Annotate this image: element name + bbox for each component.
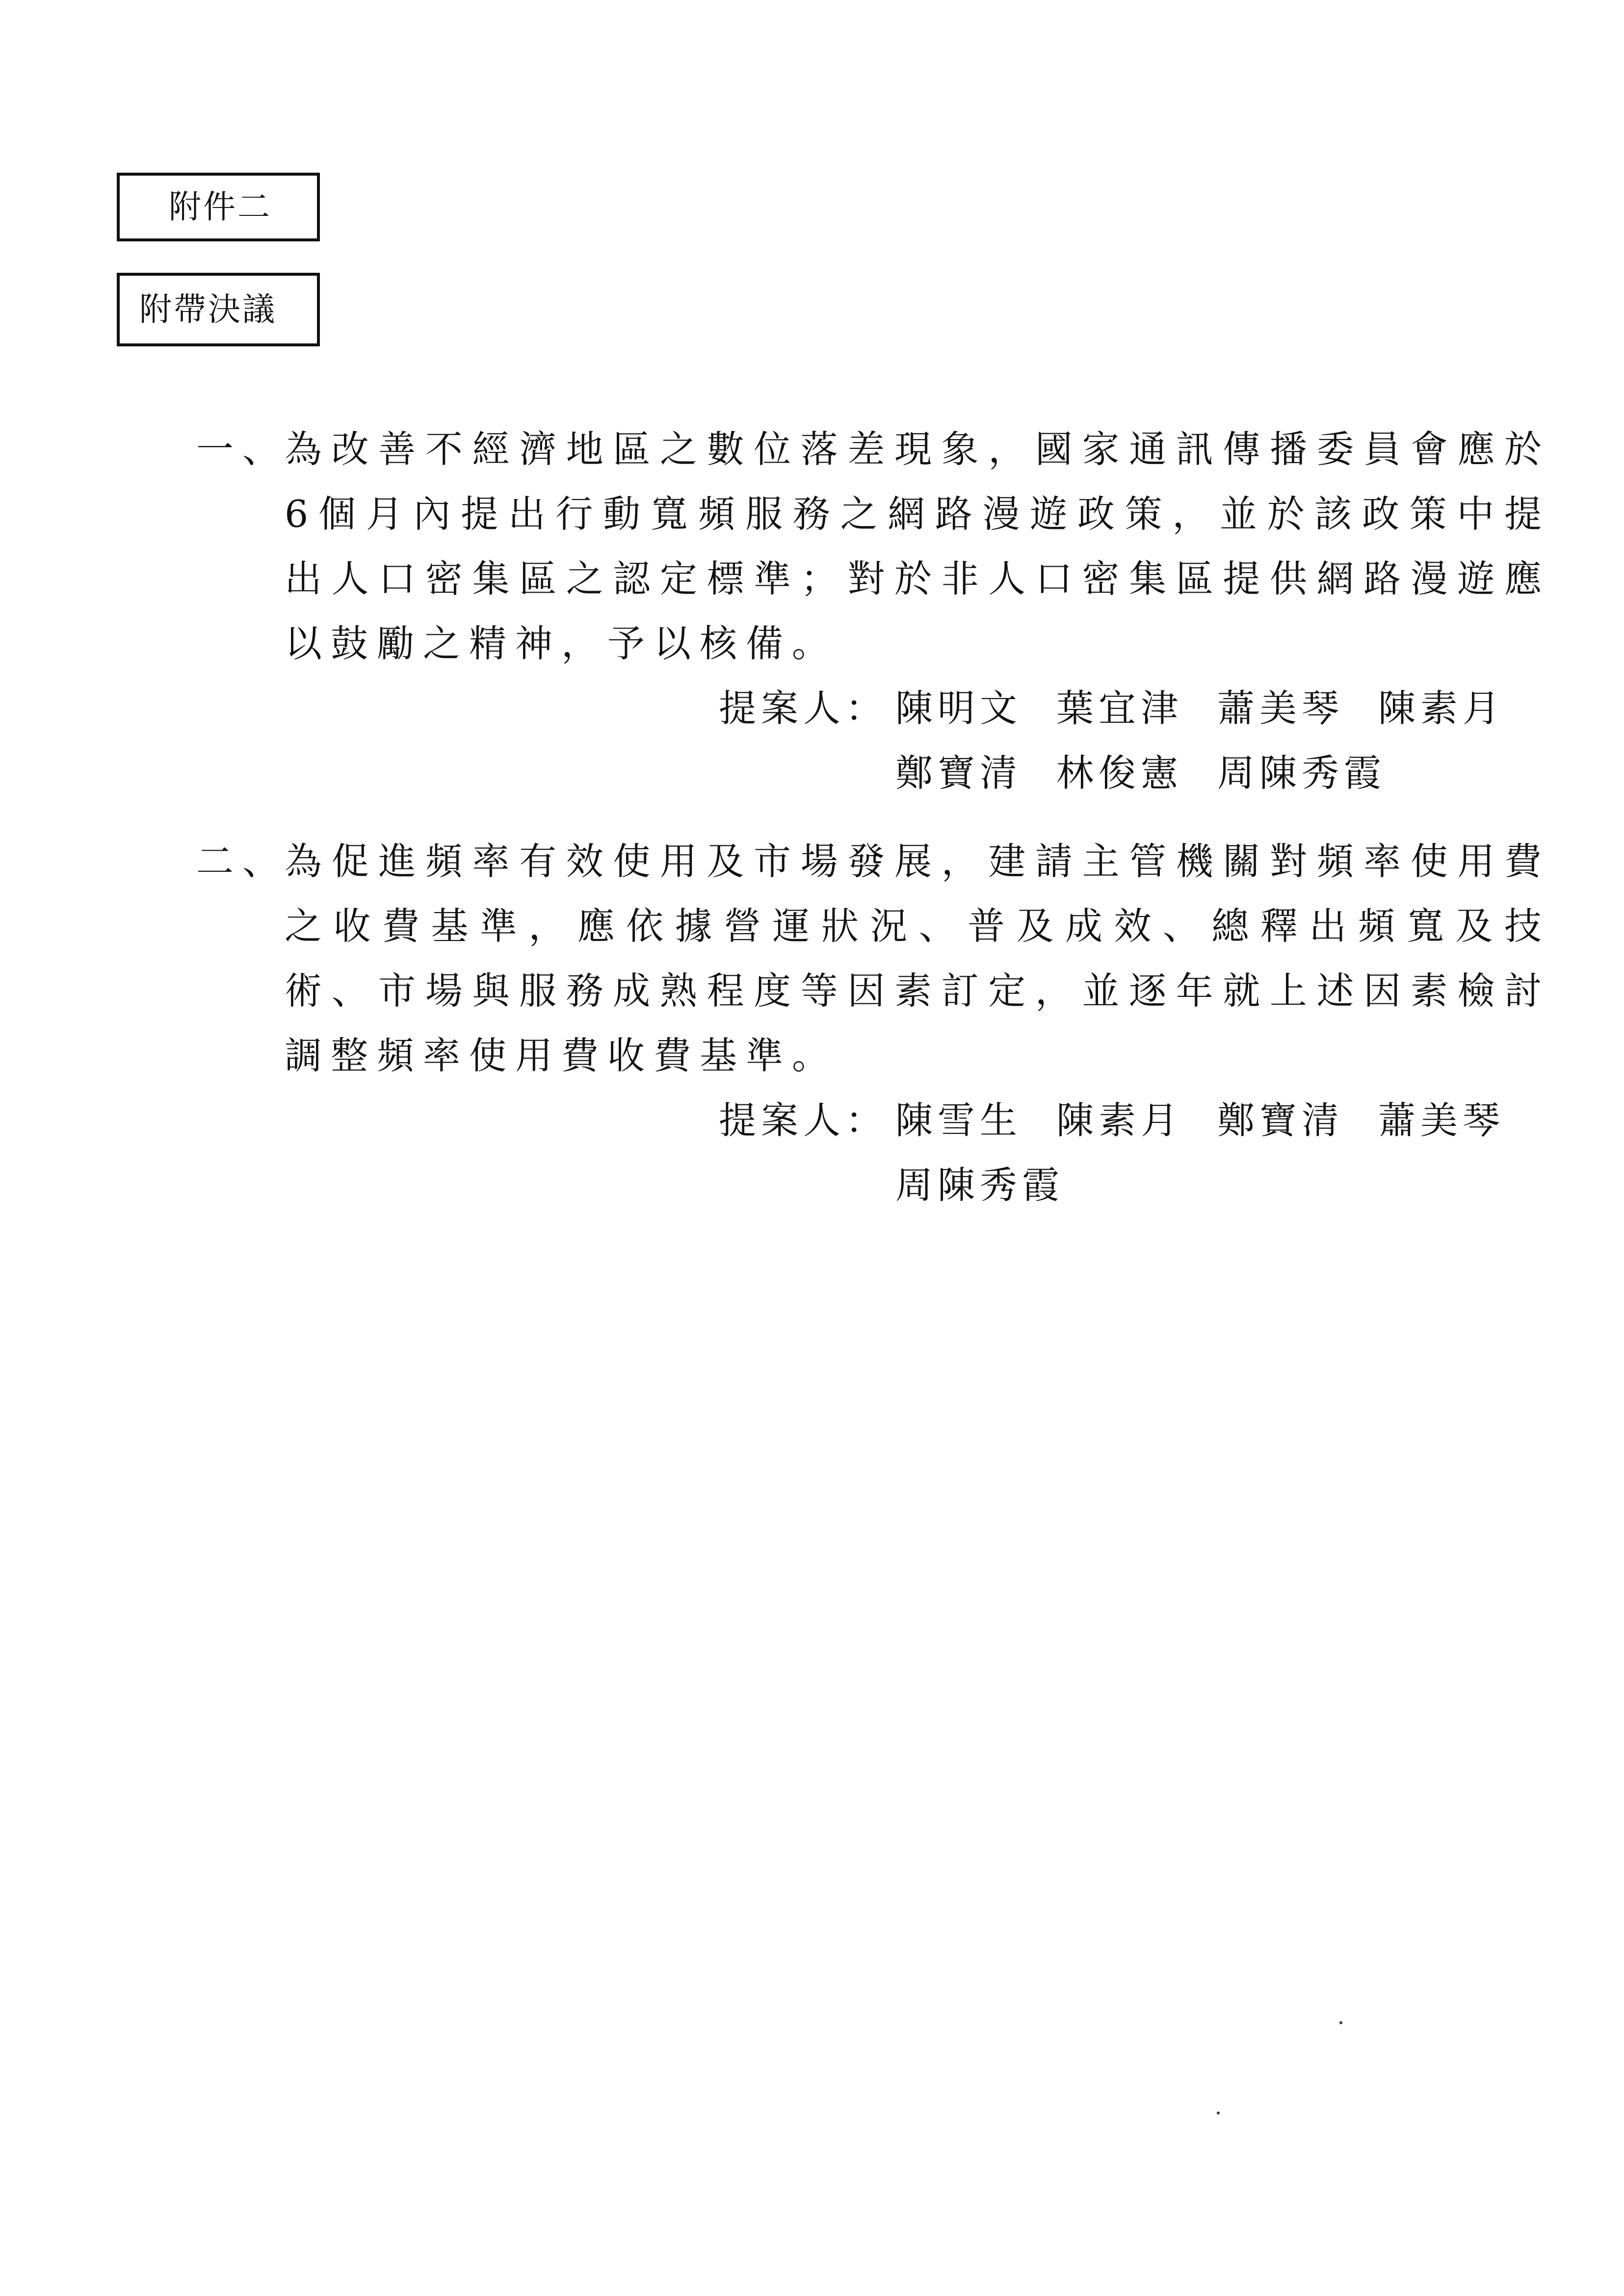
item-number: 二、 xyxy=(196,839,288,883)
item-text: 為改善不經濟地區之數位落差現象，國家通訊傳播委員會應於6個月內提出行動寬頻服務之網路漫遊政策，並於該政策中提出人口密集區之認定標準；對於非人口密集區提供網路漫遊應以鼓勵之精神，予以核備。 xyxy=(285,427,1550,665)
attachment-label: 附件二 xyxy=(169,188,272,226)
proposer-name: 葉宜津 xyxy=(1056,686,1183,730)
proposer-name: 陳雪生 xyxy=(895,1098,1022,1142)
proposer-label: 提案人： xyxy=(719,1098,888,1142)
proposers-line xyxy=(196,676,1550,741)
proposer-name: 蕭美琴 xyxy=(1378,1098,1505,1142)
proposer-name: 鄭寶清 xyxy=(1217,1098,1344,1142)
proposer-name: 陳明文 xyxy=(895,686,1022,730)
proposer-name: 陳素月 xyxy=(1056,1098,1183,1142)
item-text: 為促進頻率有效使用及市場發展，建請主管機關對頻率使用費之收費基準，應依據營運狀況、普及成效、總釋出頻寬及技術、市場與服務成熟程度等因素訂定，並逐年就上述因素檢討調整頻率使用費收費基準。 xyxy=(285,839,1550,1077)
item-number: 一、 xyxy=(196,427,288,471)
item-paragraph xyxy=(196,417,1550,676)
proposer-name: 周陳秀霞 xyxy=(1217,751,1386,795)
scan-speck xyxy=(1339,2021,1342,2024)
proposer-name: 鄭寶清 xyxy=(895,751,1022,795)
resolution-item-1 xyxy=(196,417,1550,806)
scan-speck xyxy=(1217,2112,1220,2114)
proposers-line xyxy=(196,741,1550,806)
item-paragraph xyxy=(196,829,1550,1088)
proposers-line xyxy=(196,1153,1550,1218)
resolution-item-2 xyxy=(196,829,1550,1218)
resolution-label-box xyxy=(117,273,320,346)
proposers-line xyxy=(196,1088,1550,1153)
proposer-label: 提案人： xyxy=(719,686,888,730)
proposer-name: 周陳秀霞 xyxy=(895,1163,1064,1207)
proposer-name: 林俊憲 xyxy=(1056,751,1183,795)
proposers-block xyxy=(196,1088,1550,1218)
proposer-name: 蕭美琴 xyxy=(1217,686,1344,730)
proposer-name: 陳素月 xyxy=(1378,686,1505,730)
attachment-label-box xyxy=(117,173,320,241)
proposers-block xyxy=(196,676,1550,806)
resolution-label: 附帶決議 xyxy=(139,290,277,328)
